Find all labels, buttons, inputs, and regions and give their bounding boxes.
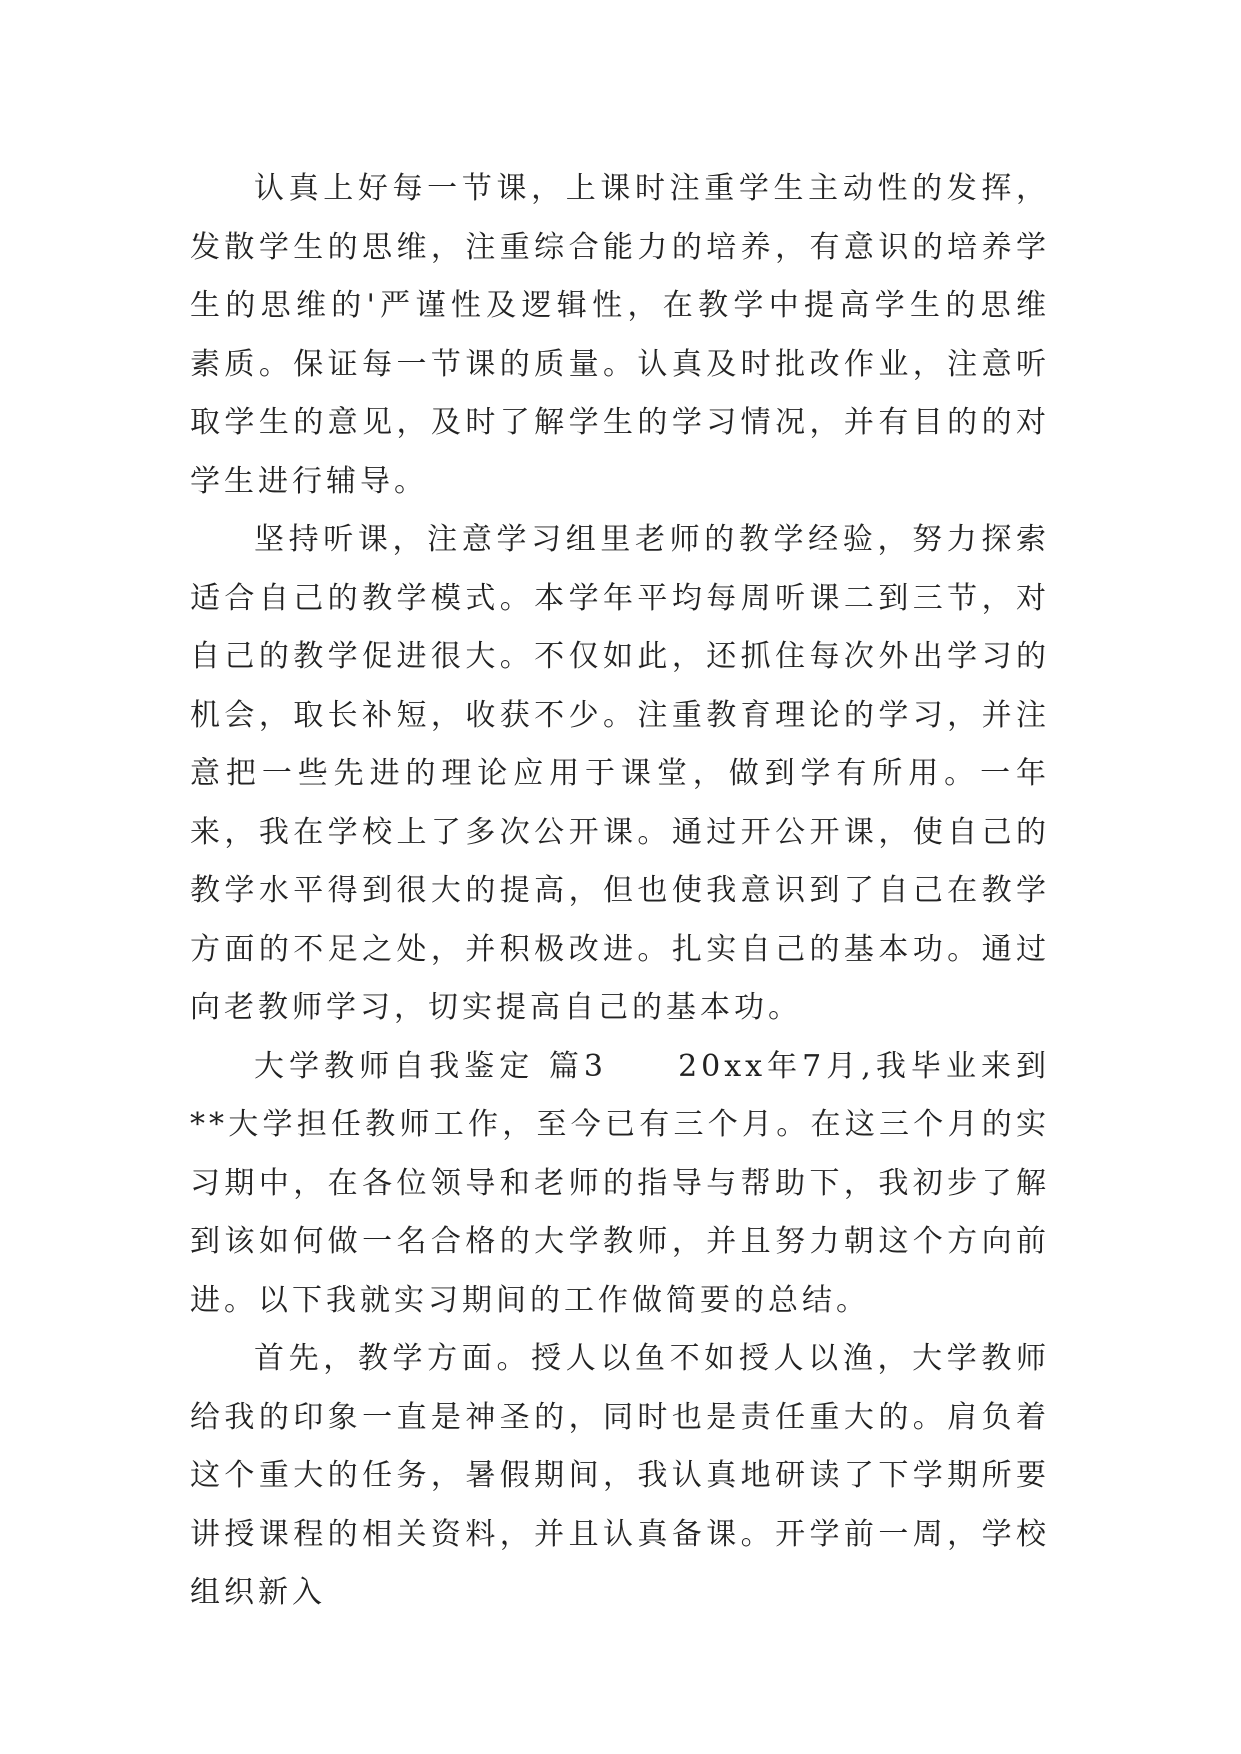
section-intro: 20xx年7月,我毕业来到**大学担任教师工作，至今已有三个月。在这三个月的实习期中，在各位领导和老师的指导与帮助下，我初步了解到该如何做一名合格的大学教师，并且努力朝这个方向前进。以下我就实习期间的工作做简要的总结。 <box>190 1048 1051 1318</box>
document-body <box>190 160 1050 1623</box>
paragraph-section-3 <box>190 1038 1050 1331</box>
paragraph-observe-classes: 坚持听课，注意学习组里老师的教学经验，努力探索适合自己的教学模式。本学年平均每周听课二到三节，对自己的教学促进很大。不仅如此，还抓住每次外出学习的机会，取长补短，收获不少。注重教育理论的学习，并注意把一些先进的理论应用于课堂，做到学有所用。一年来，我在学校上了多次公开课。通过开公开课，使自己的教学水平得到很大的提高，但也使我意识到了自己在教学方面的不足之处，并积极改进。扎实自己的基本功。通过向老教师学习，切实提高自己的基本功。 <box>190 522 1050 1025</box>
paragraph-teaching: 首先，教学方面。授人以鱼不如授人以渔，大学教师给我的印象一直是神圣的，同时也是责任重大的。肩负着这个重大的任务，暑假期间，我认真地研读了下学期所要讲授课程的相关资料，并且认真备课。开学前一周，学校组织新入 <box>190 1341 1050 1610</box>
paragraph-lesson-quality: 认真上好每一节课，上课时注重学生主动性的发挥，发散学生的思维，注重综合能力的培养，有意识的培养学生的思维的'严谨性及逻辑性，在教学中提高学生的思维素质。保证每一节课的质量。认真及时批改作业，注意听取学生的意见，及时了解学生的学习情况，并有目的的对学生进行辅导。 <box>190 171 1050 499</box>
section-heading: 大学教师自我鉴定 篇3 <box>254 1048 607 1084</box>
section-spacer <box>607 1049 678 1084</box>
